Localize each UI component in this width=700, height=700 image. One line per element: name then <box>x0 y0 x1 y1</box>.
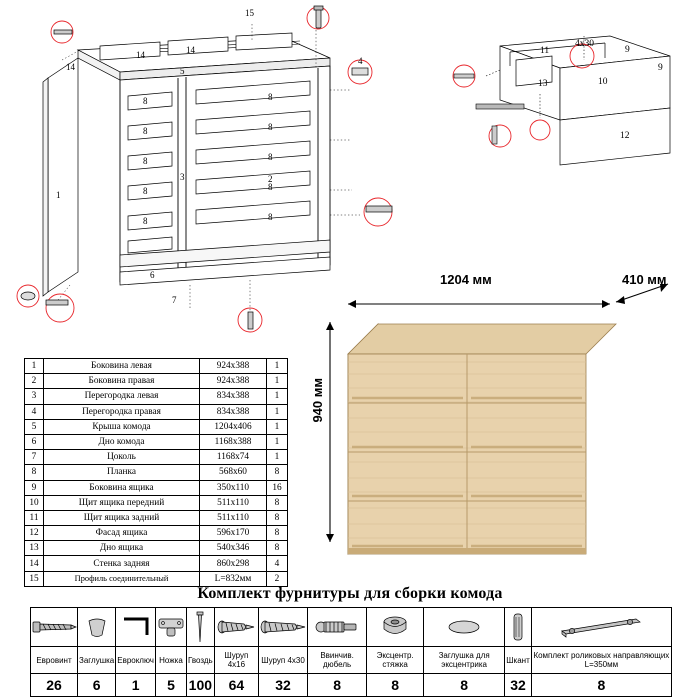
hardware-count: 1 <box>116 674 156 697</box>
part-index: 15 <box>25 571 44 586</box>
part-index: 1 <box>25 359 44 374</box>
svg-text:10: 10 <box>598 77 608 87</box>
svg-text:9: 9 <box>625 45 630 55</box>
hardware-label: Ввинчив. дюбель <box>308 647 367 674</box>
part-size: L=832мм <box>200 571 267 586</box>
hardware-cell-cap <box>78 608 116 647</box>
hardware-label: Евровинт <box>31 647 78 674</box>
hardware-cell-screw-4x16 <box>214 608 258 647</box>
part-name: Щит ящика передний <box>44 495 200 510</box>
hardware-count: 8 <box>531 674 671 697</box>
screw-4x30-icon <box>259 609 307 645</box>
svg-text:2: 2 <box>268 174 273 184</box>
eccentric-tie-icon <box>367 609 423 645</box>
part-name: Фасад ящика <box>44 526 200 541</box>
svg-text:14: 14 <box>66 62 75 72</box>
roller-guides-icon <box>532 609 671 645</box>
part-qty: 1 <box>267 404 288 419</box>
hardware-count: 8 <box>308 674 367 697</box>
part-size: 834х388 <box>200 404 267 419</box>
svg-text:7: 7 <box>172 295 177 305</box>
part-qty: 8 <box>267 465 288 480</box>
table-row <box>25 526 288 541</box>
part-index: 2 <box>25 374 44 389</box>
table-row <box>25 359 288 374</box>
table-row <box>25 510 288 525</box>
table-row <box>25 450 288 465</box>
part-index: 14 <box>25 556 44 571</box>
part-size: 924х388 <box>200 359 267 374</box>
drawer-detail-diagram <box>420 8 700 168</box>
hardware-label: Заглушка <box>78 647 116 674</box>
part-index: 9 <box>25 480 44 495</box>
hardware-cell-euro-screw <box>31 608 78 647</box>
part-name: Планка <box>44 465 200 480</box>
width-dimension-label: 1204 мм <box>440 272 492 287</box>
part-size: 834х388 <box>200 389 267 404</box>
svg-text:8: 8 <box>268 182 273 192</box>
depth-dimension-label: 410 мм <box>622 272 667 287</box>
hardware-cell-euro-key <box>116 608 156 647</box>
table-row <box>25 419 288 434</box>
hardware-label: Гвоздь <box>186 647 214 674</box>
part-index: 8 <box>25 465 44 480</box>
hardware-cell-eccentric-cap <box>424 608 505 647</box>
part-name: Дно ящика <box>44 541 200 556</box>
hardware-count: 6 <box>78 674 116 697</box>
eccentric-cap-icon <box>424 609 504 645</box>
svg-text:8: 8 <box>143 186 148 196</box>
hardware-label: Заглушка для эксцентрика <box>424 647 505 674</box>
hardware-count: 8 <box>367 674 424 697</box>
svg-text:8: 8 <box>268 122 273 132</box>
part-name: Стенка задняя <box>44 556 200 571</box>
svg-text:5: 5 <box>180 66 185 76</box>
hardware-section-title: Комплект фурнитуры для сборки комода <box>197 585 503 602</box>
part-index: 12 <box>25 526 44 541</box>
part-qty: 1 <box>267 359 288 374</box>
parts-table <box>24 358 288 587</box>
svg-text:11: 11 <box>540 46 550 56</box>
part-size: 511х110 <box>200 510 267 525</box>
nail-icon <box>187 609 214 645</box>
svg-text:8: 8 <box>268 212 273 222</box>
part-index: 5 <box>25 419 44 434</box>
part-qty: 1 <box>267 434 288 449</box>
part-name: Дно комода <box>44 434 200 449</box>
svg-text:6: 6 <box>150 270 155 280</box>
hardware-cell-dowel <box>505 608 532 647</box>
hardware-count: 100 <box>186 674 214 697</box>
table-row <box>25 465 288 480</box>
cap-icon <box>78 609 115 645</box>
hardware-cell-nail <box>186 608 214 647</box>
euro-key-icon <box>116 609 155 645</box>
part-qty: 8 <box>267 526 288 541</box>
part-index: 3 <box>25 389 44 404</box>
hardware-cell-leg <box>155 608 186 647</box>
part-qty: 1 <box>267 419 288 434</box>
hardware-label: Шуруп 4х30 <box>259 647 308 674</box>
part-index: 10 <box>25 495 44 510</box>
svg-text:3: 3 <box>180 172 185 182</box>
hardware-label: Эксцентр. стяжка <box>367 647 424 674</box>
hardware-label: Ножка <box>155 647 186 674</box>
part-name: Боковина левая <box>44 359 200 374</box>
table-row <box>25 556 288 571</box>
part-name: Щит ящика задний <box>44 510 200 525</box>
part-size: 924х388 <box>200 374 267 389</box>
svg-text:8: 8 <box>268 152 273 162</box>
part-size: 1168х388 <box>200 434 267 449</box>
part-qty: 8 <box>267 495 288 510</box>
part-index: 6 <box>25 434 44 449</box>
part-index: 11 <box>25 510 44 525</box>
part-qty: 2 <box>267 571 288 586</box>
svg-text:14: 14 <box>186 45 195 55</box>
part-qty: 1 <box>267 450 288 465</box>
part-qty: 4 <box>267 556 288 571</box>
part-name: Крыша комода <box>44 419 200 434</box>
svg-text:8: 8 <box>143 156 148 166</box>
hardware-label: Комплект роликовых направляющих L=350мм <box>531 647 671 674</box>
product-render <box>300 262 700 574</box>
svg-text:8: 8 <box>143 96 148 106</box>
part-name: Боковина ящика <box>44 480 200 495</box>
part-qty: 1 <box>267 389 288 404</box>
hardware-table <box>30 607 672 697</box>
table-row <box>25 389 288 404</box>
dowel-icon <box>505 609 531 645</box>
part-name: Перегородка правая <box>44 404 200 419</box>
hardware-label-row <box>31 647 672 674</box>
svg-text:15: 15 <box>245 8 254 18</box>
part-size: 596х170 <box>200 526 267 541</box>
svg-text:13: 13 <box>538 79 548 89</box>
part-name: Перегородка левая <box>44 389 200 404</box>
leg-icon <box>156 609 186 645</box>
table-row <box>25 541 288 556</box>
hardware-cell-screw-4x30 <box>259 608 308 647</box>
svg-text:1: 1 <box>56 190 61 200</box>
svg-text:4х30: 4х30 <box>575 39 594 49</box>
table-row <box>25 495 288 510</box>
part-name: Боковина правая <box>44 374 200 389</box>
hardware-icon-row <box>31 608 672 647</box>
svg-text:8: 8 <box>268 92 273 102</box>
hardware-count-row <box>31 674 672 697</box>
svg-text:8: 8 <box>143 216 148 226</box>
table-row <box>25 434 288 449</box>
part-qty: 8 <box>267 541 288 556</box>
part-qty: 1 <box>267 374 288 389</box>
euro-screw-icon <box>31 609 77 645</box>
part-size: 350х110 <box>200 480 267 495</box>
hardware-count: 64 <box>214 674 258 697</box>
part-size: 1204х406 <box>200 419 267 434</box>
part-index: 13 <box>25 541 44 556</box>
hardware-count: 5 <box>155 674 186 697</box>
part-size: 1168х74 <box>200 450 267 465</box>
hardware-cell-eccentric-tie <box>367 608 424 647</box>
hardware-count: 26 <box>31 674 78 697</box>
part-index: 4 <box>25 404 44 419</box>
svg-text:8: 8 <box>143 126 148 136</box>
part-size: 511х110 <box>200 495 267 510</box>
svg-text:12: 12 <box>620 131 630 141</box>
svg-text:9: 9 <box>658 63 663 73</box>
part-size: 860х298 <box>200 556 267 571</box>
hardware-cell-screw-in-dowel <box>308 608 367 647</box>
part-size: 540х346 <box>200 541 267 556</box>
part-qty: 16 <box>267 480 288 495</box>
part-name: Цоколь <box>44 450 200 465</box>
hardware-count: 32 <box>259 674 308 697</box>
hardware-cell-roller-guides <box>531 608 671 647</box>
hardware-count: 32 <box>505 674 532 697</box>
hardware-label: Шуруп 4х16 <box>214 647 258 674</box>
table-row <box>25 404 288 419</box>
hardware-count: 8 <box>424 674 505 697</box>
part-index: 7 <box>25 450 44 465</box>
table-row <box>25 374 288 389</box>
screw-in-dowel-icon <box>308 609 366 645</box>
svg-text:4: 4 <box>358 56 363 66</box>
height-dimension-label: 940 мм <box>310 378 325 423</box>
screw-4x16-icon <box>215 609 258 645</box>
part-size: 568х60 <box>200 465 267 480</box>
hardware-label: Шкант <box>505 647 532 674</box>
hardware-label: Евроключ <box>116 647 156 674</box>
parts-table-body <box>25 359 288 587</box>
part-qty: 8 <box>267 510 288 525</box>
part-name: Профиль соединительный <box>44 571 200 586</box>
svg-text:14: 14 <box>136 50 145 60</box>
table-row <box>25 480 288 495</box>
